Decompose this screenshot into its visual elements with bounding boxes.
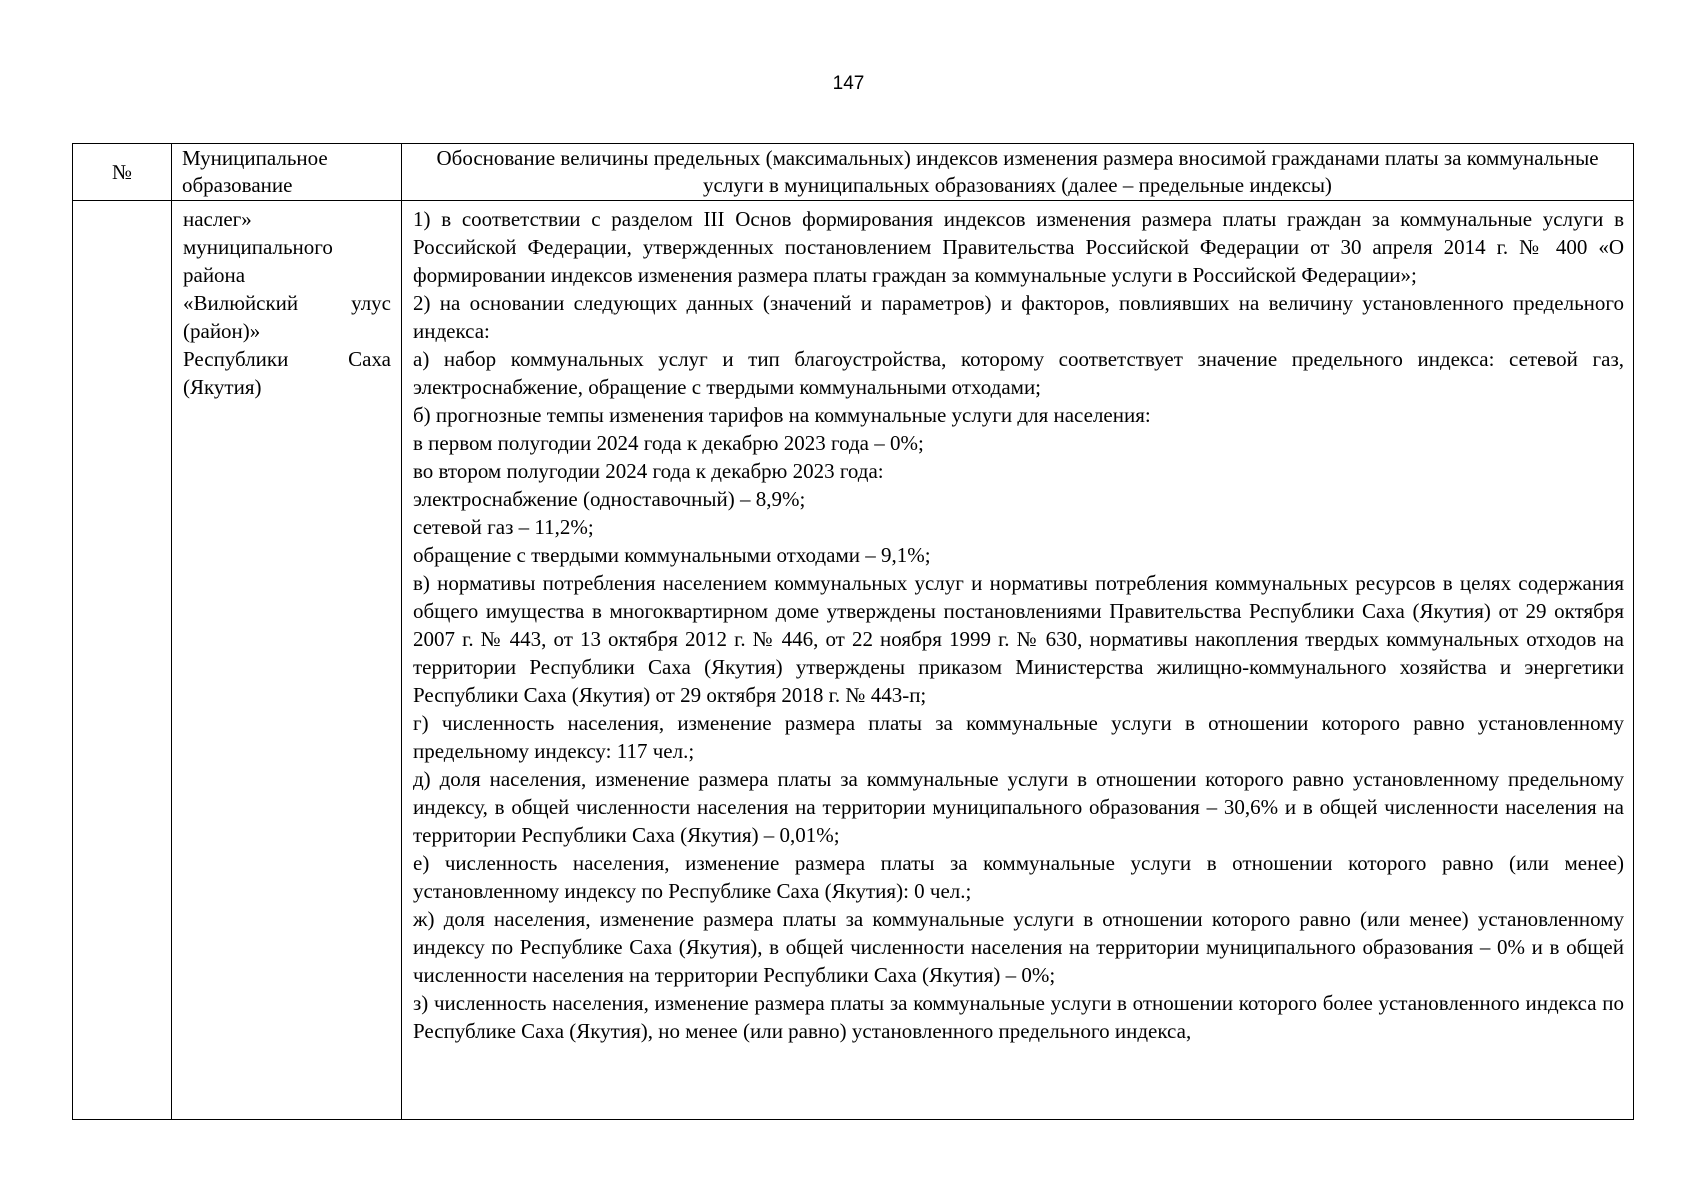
municipality-line: «Вилюйский улус xyxy=(183,291,391,315)
paragraph: в) нормативы потребления населением коммунальных услуг и нормативы потребления коммунальных ресурсов в целях содержания общего имущества в многоквартирном доме утверждены постановлениями Правительства Республики Саха (Якутия) от 29 октября 2007 г. № 443, от 13 октября 2012 г. № 446, от 22 ноября 1999 г. № 630, нормативы накопления твердых коммунальных отходов на территории Республики Саха (Якутия) утверждены приказом Министерства жилищно-коммунального хозяйства и энергетики Республики Саха (Якутия) от 29 октября 2018 г. № 443-п; xyxy=(413,571,1624,707)
municipality-line: наслег» xyxy=(183,207,252,231)
table-row xyxy=(73,201,1634,1120)
paragraph: б) прогнозные темпы изменения тарифов на коммунальные услуги для населения: xyxy=(413,403,1151,427)
paragraph: ж) доля населения, изменение размера платы за коммунальные услуги в отношении которого равно (или менее) установленному индексу по Республике Саха (Якутия), в общей численности населения на территории муниципального образования – 0% и в общей численности населения на территории Республики Саха (Якутия) – 0%; xyxy=(413,907,1624,987)
paragraph: е) численность населения, изменение размера платы за коммунальные услуги в отношении которого равно (или менее) установленному индексу по Республике Саха (Якутия): 0 чел.; xyxy=(413,851,1624,903)
justification-table xyxy=(72,143,1634,1120)
paragraph: электроснабжение (одноставочный) – 8,9%; xyxy=(413,487,806,511)
header-municipality: Муниципальное образование xyxy=(172,144,402,201)
paragraph: обращение с твердыми коммунальными отходами – 9,1%; xyxy=(413,543,931,567)
header-justification: Обоснование величины предельных (максимальных) индексов изменения размера вносимой гражданами платы за коммунальные услуги в муниципальных образованиях (далее – предельные индексы) xyxy=(402,144,1634,201)
paragraph: а) набор коммунальных услуг и тип благоустройства, которому соответствует значение предельного индекса: сетевой газ, электроснабжение, обращение с твердыми коммунальными отходами; xyxy=(413,347,1624,399)
paragraph: 1) в соответствии с разделом III Основ формирования индексов изменения размера платы граждан за коммунальные услуги в Российской Федерации, утвержденных постановлением Правительства Российской Федерации от 30 апреля 2014 г. № 400 «О формировании индексов изменения размера платы граждан за коммунальные услуги в Российской Федерации»; xyxy=(413,207,1624,287)
paragraph: з) численность населения, изменение размера платы за коммунальные услуги в отношении которого более установленного индекса по Республике Саха (Якутия), но менее (или равно) установленного предельного индекса, xyxy=(413,991,1624,1043)
paragraph: во втором полугодии 2024 года к декабрю 2023 года: xyxy=(413,459,884,483)
header-number: № xyxy=(73,144,172,201)
paragraph: 2) на основании следующих данных (значений и параметров) и факторов, повлиявших на величину установленного предельного индекса: xyxy=(413,291,1624,343)
municipality-line: муниципального xyxy=(183,235,333,259)
page-number: 147 xyxy=(832,73,865,94)
paragraph: сетевой газ – 11,2%; xyxy=(413,515,594,539)
paragraph: д) доля населения, изменение размера платы за коммунальные услуги в отношении которого равно установленному предельному индексу, в общей численности населения на территории муниципального образования – 30,6% и в общей численности населения на территории Республики Саха (Якутия) – 0,01%; xyxy=(413,767,1624,847)
municipality-line: Республики Саха xyxy=(183,347,391,371)
municipality-line: района xyxy=(183,263,246,287)
municipality-line: (Якутия) xyxy=(183,375,262,399)
cell-municipality xyxy=(172,201,402,1120)
paragraph: г) численность населения, изменение размера платы за коммунальные услуги в отношении которого равно установленному предельному индексу: 117 чел.; xyxy=(413,711,1624,763)
municipality-text xyxy=(172,201,401,401)
cell-justification xyxy=(402,201,1634,1120)
cell-number xyxy=(73,201,172,1120)
paragraph: в первом полугодии 2024 года к декабрю 2023 года – 0%; xyxy=(413,431,924,455)
table-header-row xyxy=(73,144,1634,201)
municipality-line: (район)» xyxy=(183,319,261,343)
justification-text xyxy=(402,201,1633,1045)
